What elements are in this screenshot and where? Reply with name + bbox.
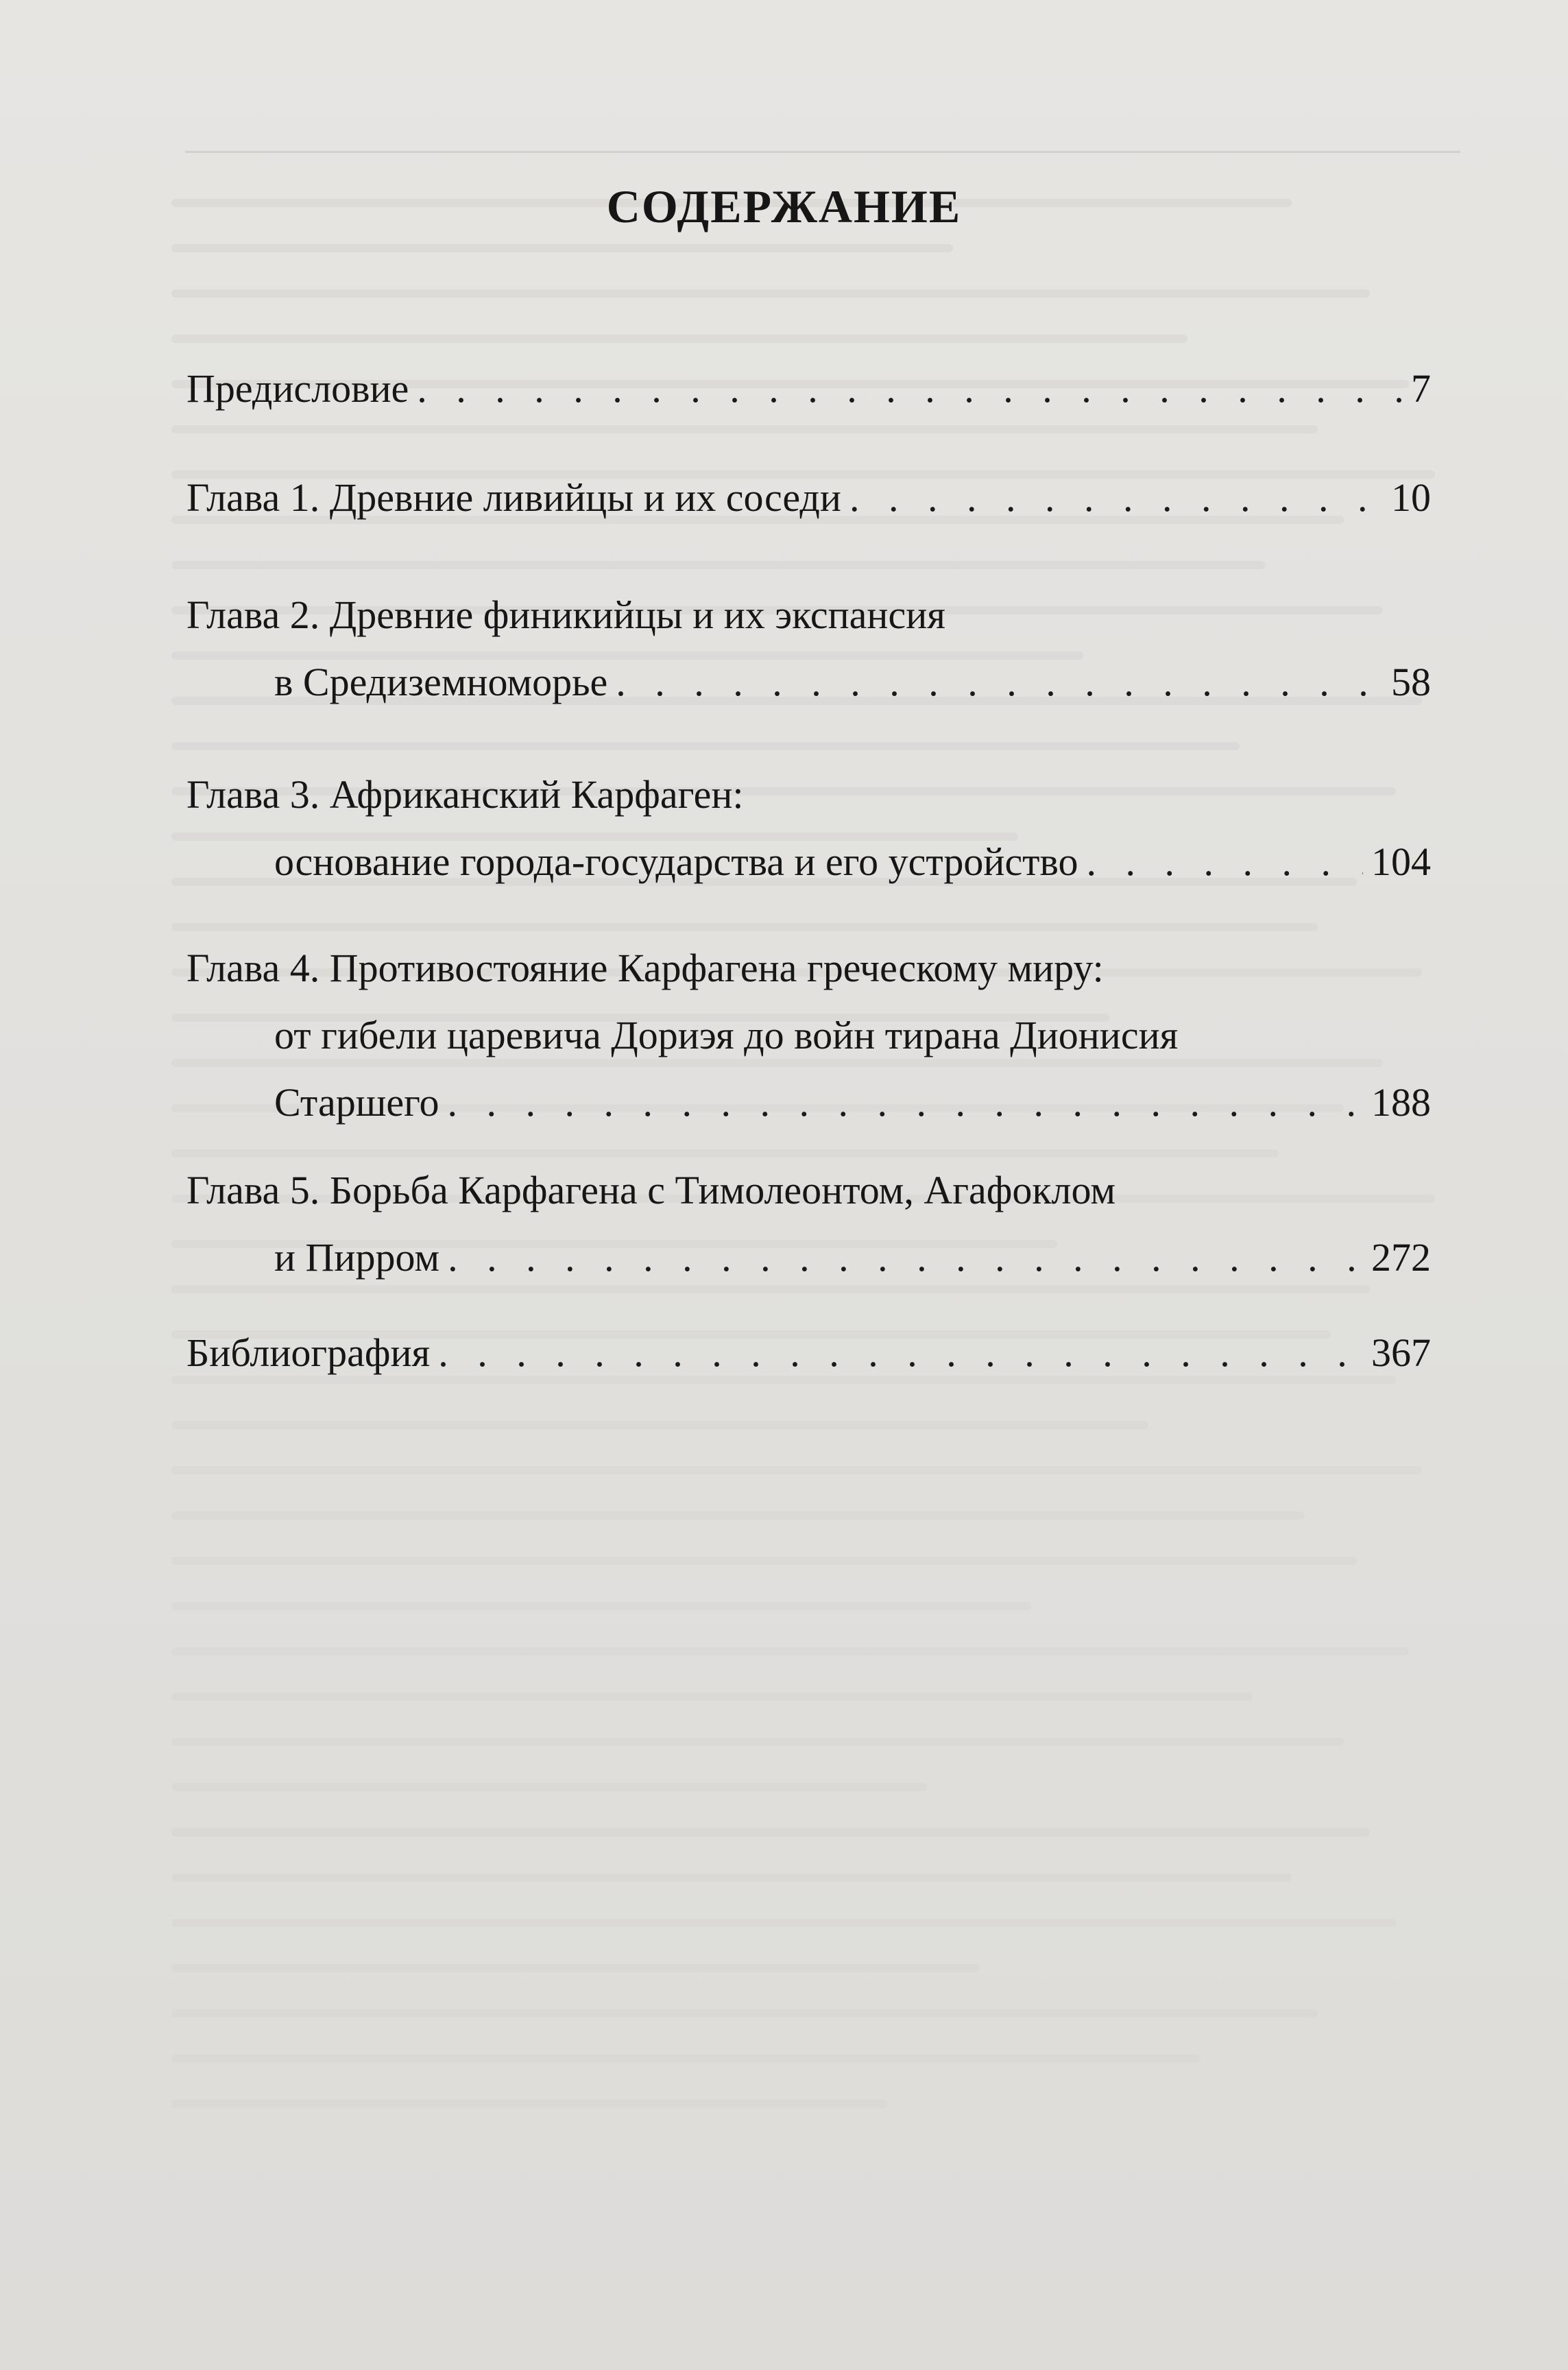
dot-leader <box>1087 828 1363 896</box>
toc-page-number: 7 <box>1411 366 1431 411</box>
toc-entry-preface <box>186 355 1431 422</box>
toc-entry-text: Библиография <box>186 1330 431 1375</box>
toc-entry-text: Глава 5. Борьба Карфагена с Тимолеонтом, Агафоклом <box>186 1168 1116 1212</box>
dot-leader <box>438 1319 1363 1387</box>
dot-leader <box>448 1224 1363 1291</box>
toc-entry-text: Старшего <box>274 1080 439 1125</box>
toc-entry-text: и Пирром <box>274 1235 440 1280</box>
toc-entry-chapter-5 <box>186 1157 1431 1291</box>
toc-entry-text: Глава 2. Древние финикийцы и их экспансия <box>186 592 945 637</box>
toc-page-number: 104 <box>1371 839 1431 884</box>
toc-entry-text: в Средиземноморье <box>274 660 608 704</box>
toc-page-number: 58 <box>1391 660 1431 704</box>
toc-entry-text: Глава 3. Африканский Карфаген: <box>186 772 744 817</box>
dot-leader <box>417 355 1403 422</box>
toc-entry-text: Предисловие <box>186 366 409 411</box>
toc-page-number: 10 <box>1391 475 1431 520</box>
toc-entry-chapter-3 <box>186 761 1431 896</box>
bleed-through-rule <box>185 151 1460 153</box>
toc-entry-chapter-2 <box>186 582 1431 716</box>
dot-leader <box>616 649 1383 716</box>
toc-entry-text: Глава 1. Древние ливийцы и их соседи <box>186 475 841 520</box>
toc-entry-text: от гибели царевича Дориэя до войн тирана Дионисия <box>274 1013 1179 1057</box>
toc-entry-chapter-1 <box>186 464 1431 531</box>
toc-entry-text: основание города-государства и его устройство <box>274 839 1078 884</box>
dot-leader <box>849 464 1383 531</box>
toc-page-number: 272 <box>1371 1235 1431 1280</box>
toc-page-number: 367 <box>1371 1330 1431 1375</box>
toc-entry-bibliography <box>186 1319 1431 1387</box>
toc-title: СОДЕРЖАНИЕ <box>606 180 962 232</box>
toc-page-number: 188 <box>1371 1080 1431 1125</box>
toc-entry-text: Глава 4. Противостояние Карфагена греческому миру: <box>186 946 1104 990</box>
dot-leader <box>447 1069 1363 1136</box>
toc-entry-chapter-4 <box>186 935 1431 1136</box>
